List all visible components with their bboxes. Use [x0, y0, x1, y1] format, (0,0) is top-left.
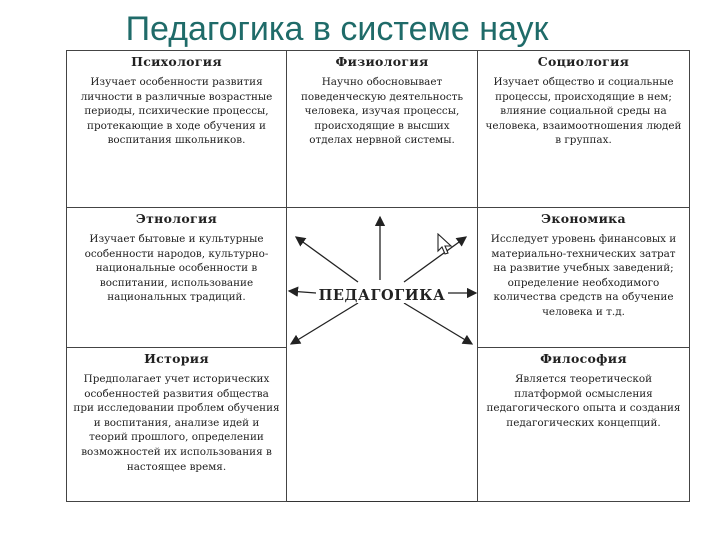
slide-title: Педагогика в системе наук [125, 10, 549, 48]
center-diagram [286, 207, 478, 348]
cell-sociology [477, 50, 690, 208]
center-label: ПЕДАГОГИКА [318, 287, 446, 304]
cell-philosophy-description: Является теоретической платформой осмысления педагогического опыта и создания педагогических концепций. [486, 373, 681, 429]
cell-psychology-description: Изучает особенности развития личности в различные возрастные периоды, психические процессы, протекающие в ходе обучения и воспитания школьников. [80, 76, 273, 147]
cell-ethnology-name: Этнология [135, 211, 218, 226]
cell-physiology [286, 50, 478, 208]
cell-economics [477, 207, 690, 348]
arrow-to-philosophy [404, 303, 472, 344]
arrow-to-psychology [296, 237, 358, 282]
cell-economics-description: Исследует уровень финансовых и материально-технических затрат на развитие учебных заведений; определение необходимого количества средств на обучение человека и т.д. [490, 233, 677, 318]
cell-sociology-description: Изучает общество и социальные процессы, происходящие в нем; влияние социальной среды на человека, взаимоотношения людей в группах. [485, 76, 682, 147]
cell-sociology-name: Социология [537, 54, 630, 69]
cell-history [66, 347, 287, 502]
cell-physiology-name: Физиология [335, 54, 429, 69]
mouse-pointer-icon [437, 233, 453, 257]
cell-physiology-description: Научно обосновывает поведенческую деятельность человека, изучая процессы, происходящие в высших отделах нервной системы. [300, 76, 464, 147]
cell-history-name: История [144, 351, 209, 366]
cell-history-description: Предполагает учет исторических особенностей развития общества при исследовании проблем обучения и воспитания, анализе идей и теорий прошлого, определении возможностей их использования в настоящее время. [73, 373, 280, 473]
cell-philosophy-name: Философия [540, 351, 627, 366]
arrow-to-sociology [404, 237, 466, 282]
cell-ethnology [66, 207, 287, 348]
arrow-to-ethnology [289, 291, 316, 293]
cell-psychology-name: Психология [131, 54, 222, 69]
cell-economics-name: Экономика [541, 211, 626, 226]
cell-psychology [66, 50, 287, 208]
cell-ethnology-description: Изучает бытовые и культурные особенности народов, культурно-национальные особенности в воспитании, использование национальных традиций. [84, 233, 269, 304]
cell-philosophy [477, 347, 690, 502]
arrow-to-history [291, 303, 358, 344]
